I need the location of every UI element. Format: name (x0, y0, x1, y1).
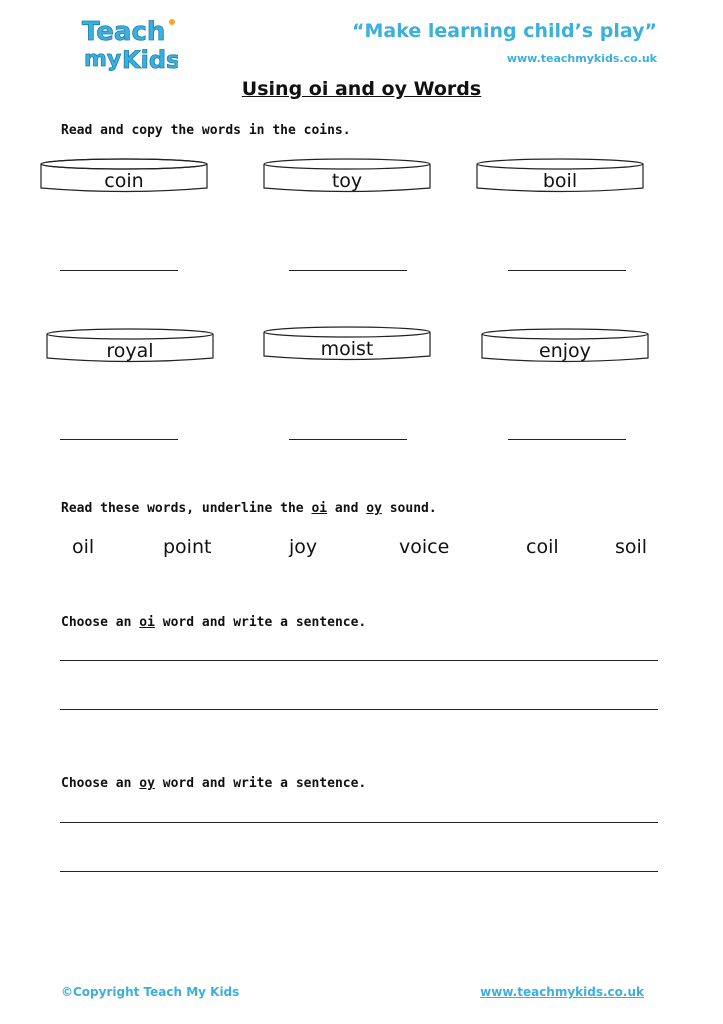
instruction-text: Choose an (61, 776, 140, 791)
footer-copyright: ©Copyright Teach My Kids (61, 985, 240, 999)
word-item[interactable]: voice (399, 536, 450, 558)
oy-underlined: oy (366, 501, 382, 516)
coin-3 (476, 158, 644, 198)
svg-text:my: my (84, 47, 122, 72)
answer-blank[interactable] (508, 439, 626, 440)
instruction-text: sound. (381, 501, 437, 516)
answer-blank[interactable] (289, 270, 407, 271)
word-item[interactable]: coil (526, 536, 559, 558)
instruction-underline (61, 501, 437, 516)
coin-4 (46, 328, 214, 368)
word-item[interactable]: joy (289, 536, 318, 558)
footer-website-link[interactable]: www.teachmykids.co.uk (480, 985, 644, 999)
svg-text:Teach: Teach (82, 17, 166, 47)
instruction-oi-sentence (61, 615, 366, 630)
website-header: www.teachmykids.co.uk (506, 52, 657, 65)
coin-5 (263, 326, 431, 366)
instruction-text: word and write a sentence. (154, 776, 367, 791)
instruction-oy-sentence (61, 776, 366, 791)
coin-word: moist (320, 338, 374, 360)
sentence-line[interactable] (60, 822, 658, 823)
instruction-text: and (327, 501, 367, 516)
page-title: Using oi and oy Words (241, 78, 482, 100)
word-item[interactable]: oil (72, 536, 95, 558)
instruction-text: Choose an (61, 615, 140, 630)
oy-underlined: oy (139, 776, 155, 791)
coin-1 (40, 158, 208, 198)
coin-2 (263, 158, 431, 198)
answer-blank[interactable] (60, 270, 178, 271)
coin-6 (481, 328, 649, 368)
sentence-line[interactable] (60, 709, 658, 710)
sentence-line[interactable] (60, 660, 658, 661)
coin-word: royal (106, 340, 154, 362)
answer-blank[interactable] (289, 439, 407, 440)
answer-blank[interactable] (508, 270, 626, 271)
word-item[interactable]: soil (615, 536, 648, 558)
svg-text:Kids: Kids (122, 46, 178, 74)
word-item[interactable]: point (163, 536, 212, 558)
coin-word: coin (104, 170, 144, 192)
sentence-line[interactable] (60, 871, 658, 872)
coin-word: enjoy (539, 340, 591, 362)
teach-my-kids-logo (78, 14, 178, 74)
oi-underlined: oi (311, 501, 328, 516)
instruction-copy-words: Read and copy the words in the coins. (61, 123, 351, 138)
answer-blank[interactable] (60, 439, 178, 440)
tagline: “Make learning child’s play” (352, 20, 657, 42)
coin-word: boil (542, 170, 578, 192)
coin-word: toy (331, 170, 363, 192)
oi-underlined: oi (139, 615, 155, 630)
instruction-text: word and write a sentence. (154, 615, 367, 630)
instruction-text: Read these words, underline the (61, 501, 312, 516)
